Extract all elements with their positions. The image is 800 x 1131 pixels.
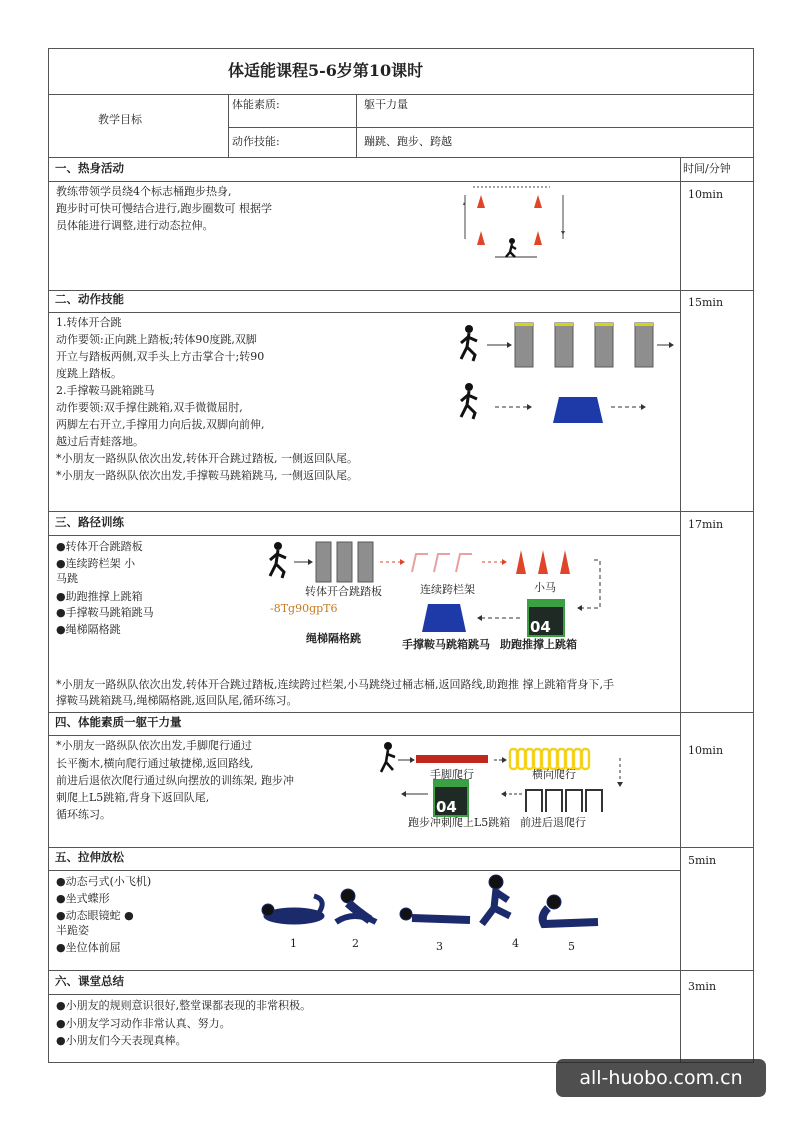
core-label-hand-foot-crawl: 手脚爬行 — [430, 768, 474, 781]
skills-line: 动作要领:双手撑住跳箱,双手微微屈肘, — [56, 401, 243, 414]
runner-icon — [461, 333, 477, 361]
row-divider — [48, 870, 680, 871]
summary-item: ●小朋友的规则意识很好,整堂课都表现的非常积极。 — [56, 999, 312, 1012]
section-time-stretch: 5min — [688, 854, 717, 867]
path-label-ladder: 绳梯隔格跳 — [306, 632, 361, 645]
row-divider — [48, 511, 754, 512]
section-time-summary: 3min — [688, 980, 717, 993]
pose-forward-bend-icon — [543, 895, 598, 924]
section-time-core: 10min — [688, 744, 724, 757]
pose-butterfly-icon — [336, 889, 376, 922]
row-divider — [48, 312, 680, 313]
core-line: 前进后退依次爬行通过纵向摆放的训练架, 跑步冲 — [56, 774, 294, 787]
section-heading-summary: 六、课堂总结 — [55, 974, 124, 988]
crawl-frame-icon — [526, 790, 602, 812]
warmup-cone-diagram — [455, 183, 575, 263]
cone-icon — [534, 231, 542, 245]
pose-number: 3 — [436, 940, 443, 953]
box-number: 04 — [436, 798, 457, 816]
skills-diagram — [455, 315, 677, 430]
row-divider — [48, 181, 754, 182]
pose-number: 4 — [512, 937, 519, 950]
goals-label: 教学目标 — [98, 113, 142, 126]
table-border-top — [48, 48, 754, 49]
core-line: 循环练习。 — [56, 808, 111, 821]
warmup-line: 跑步时可快可慢结合进行,跑步圈数可 根据学 — [56, 202, 272, 215]
skills-line: 2.手撑鞍马跳箱跳马 — [56, 384, 155, 397]
vaulting-box-icon — [422, 604, 466, 632]
row-divider — [48, 847, 754, 848]
runner-icon — [381, 750, 395, 772]
step-board-icon — [515, 323, 533, 367]
path-note: 撑鞍马跳箱跳马,绳梯隔格跳,返回队尾,循环练习。 — [56, 694, 298, 707]
summary-item: ●小朋友学习动作非常认真、努力。 — [56, 1017, 231, 1030]
path-item: 马跳 — [56, 572, 78, 585]
path-label-pony: 小马 — [534, 581, 556, 594]
pose-number: 2 — [352, 937, 359, 950]
row-divider — [48, 735, 680, 736]
skill-value: 蹦跳、跑步、跨越 — [364, 135, 452, 148]
skills-line: 开立与踏板两侧,双手头上方击掌合十;转90 — [56, 350, 265, 363]
core-line: 刺爬上L5跳箱,背身下返回队尾, — [56, 791, 210, 804]
table-border-right — [753, 48, 754, 1063]
section-heading-core: 四、体能素质一躯干力量 — [55, 715, 182, 729]
section-heading-stretch: 五、拉伸放松 — [55, 850, 124, 864]
path-item: ●助跑推撑上跳箱 — [56, 590, 143, 603]
stretch-item: ●坐位体前屈 — [56, 941, 121, 954]
core-line: *小朋友一路纵队依次出发,手脚爬行通过 — [56, 739, 252, 752]
path-label-step-board: 转体开合跳踏板 — [305, 585, 382, 598]
row-divider — [48, 535, 680, 536]
box-number: 04 — [530, 618, 551, 636]
core-label-side-crawl: 横向爬行 — [532, 768, 576, 781]
balance-beam-icon — [416, 755, 488, 763]
skills-line: 度跳上踏板。 — [56, 367, 122, 380]
row-divider — [48, 994, 680, 995]
runner-icon — [461, 391, 477, 419]
core-label-sprint-box: 跑步冲刺爬上L5跳箱 — [408, 816, 511, 829]
stretch-item: ●动态眼镜蛇 ● — [56, 909, 134, 922]
path-item: ●连续跨栏架 小 — [56, 557, 136, 570]
skills-line: 两脚左右开立,手撑用力向后拔,双脚向前伸, — [56, 418, 265, 431]
page-title: 体适能课程5-6岁第10课时 — [228, 61, 424, 80]
fitness-label: 体能素质: — [232, 98, 280, 111]
runner-icon — [270, 550, 286, 578]
core-diagram — [376, 740, 632, 822]
row-divider — [48, 712, 754, 713]
section-heading-warmup: 一、热身活动 — [55, 161, 124, 175]
section-time-warmup: 10min — [688, 188, 724, 201]
col-divider — [356, 94, 357, 157]
pose-number: 1 — [290, 937, 297, 950]
pose-half-kneel-icon — [482, 875, 510, 924]
skills-line: *小朋友一路纵队依次出发,转体开合跳过踏板, 一侧返回队尾。 — [56, 452, 358, 465]
warmup-line: 教练带领学员绕4个标志桶跑步热身, — [56, 185, 232, 198]
path-item: ●绳梯隔格跳 — [56, 623, 121, 636]
row-divider — [228, 127, 754, 128]
pose-cobra-icon — [400, 908, 470, 920]
path-item: ●转体开合跳踏板 — [56, 540, 143, 553]
section-heading-skills: 二、动作技能 — [55, 292, 124, 306]
path-label-push-up-box: 助跑推撑上跳箱 — [500, 638, 577, 651]
step-board-icon — [635, 323, 653, 367]
cone-icon — [534, 195, 542, 208]
core-label-forward-back-crawl: 前进后退爬行 — [520, 816, 586, 829]
stretch-item: ●坐式蝶形 — [56, 892, 110, 905]
row-divider — [48, 157, 754, 158]
watermark-badge: all-huobo.com.cn — [556, 1059, 766, 1097]
section-time-path: 17min — [688, 518, 724, 531]
time-col-divider — [680, 157, 681, 1063]
path-label-hurdles: 连续跨栏架 — [420, 583, 475, 596]
step-board-icon — [595, 323, 613, 367]
cone-icon — [516, 550, 526, 574]
warmup-line: 员体能进行调整,进行动态拉伸。 — [56, 219, 214, 232]
hurdle-icon — [412, 554, 472, 572]
row-divider — [48, 94, 754, 95]
row-divider — [48, 970, 754, 971]
table-border-left — [48, 48, 49, 1063]
path-label-vault: 手撑鞍马跳箱跳马 — [402, 638, 490, 651]
runner-icon — [506, 244, 516, 257]
cone-icon — [477, 195, 485, 208]
path-label-code: -8Tg90gpT6 — [270, 602, 338, 615]
stretch-item: 半跪姿 — [56, 924, 89, 937]
cone-icon — [538, 550, 548, 574]
skill-label: 动作技能: — [232, 135, 280, 148]
skills-line: 1.转体开合跳 — [56, 316, 122, 329]
skills-line: 动作要领:正向跳上踏板;转体90度跳,双脚 — [56, 333, 257, 346]
row-divider — [48, 290, 754, 291]
summary-item: ●小朋友们今天表现真棒。 — [56, 1034, 187, 1047]
skills-line: *小朋友一路纵队依次出发,手撑鞍马跳箱跳马, 一侧返回队尾。 — [56, 469, 358, 482]
section-time-skills: 15min — [688, 296, 724, 309]
pose-number: 5 — [568, 940, 575, 953]
stretch-item: ●动态弓式(小飞机) — [56, 875, 152, 888]
cone-icon — [560, 550, 570, 574]
path-item: ●手撑鞍马跳箱跳马 — [56, 606, 154, 619]
path-note: *小朋友一路纵队依次出发,转体开合跳过踏板,连续跨过栏架,小马跳绕过桶志桶,返回路线,助跑推 撑上跳箱背身下,手 — [56, 678, 614, 691]
col-divider — [228, 94, 229, 157]
pose-bow-icon — [262, 896, 324, 924]
section-heading-path: 三、路径训练 — [55, 515, 124, 529]
step-board-icon — [358, 542, 373, 582]
skills-line: 越过后青蛙落地。 — [56, 435, 144, 448]
fitness-value: 躯干力量 — [364, 98, 408, 111]
step-board-icon — [316, 542, 331, 582]
vaulting-box-icon — [553, 397, 603, 423]
stretch-poses-figure — [258, 872, 610, 936]
core-line: 长平衡木,横向爬行通过敏捷梯,返回路线, — [56, 757, 254, 770]
step-board-icon — [337, 542, 352, 582]
step-board-icon — [555, 323, 573, 367]
cone-icon — [477, 231, 485, 245]
time-header: 时间/分钟 — [683, 162, 731, 175]
